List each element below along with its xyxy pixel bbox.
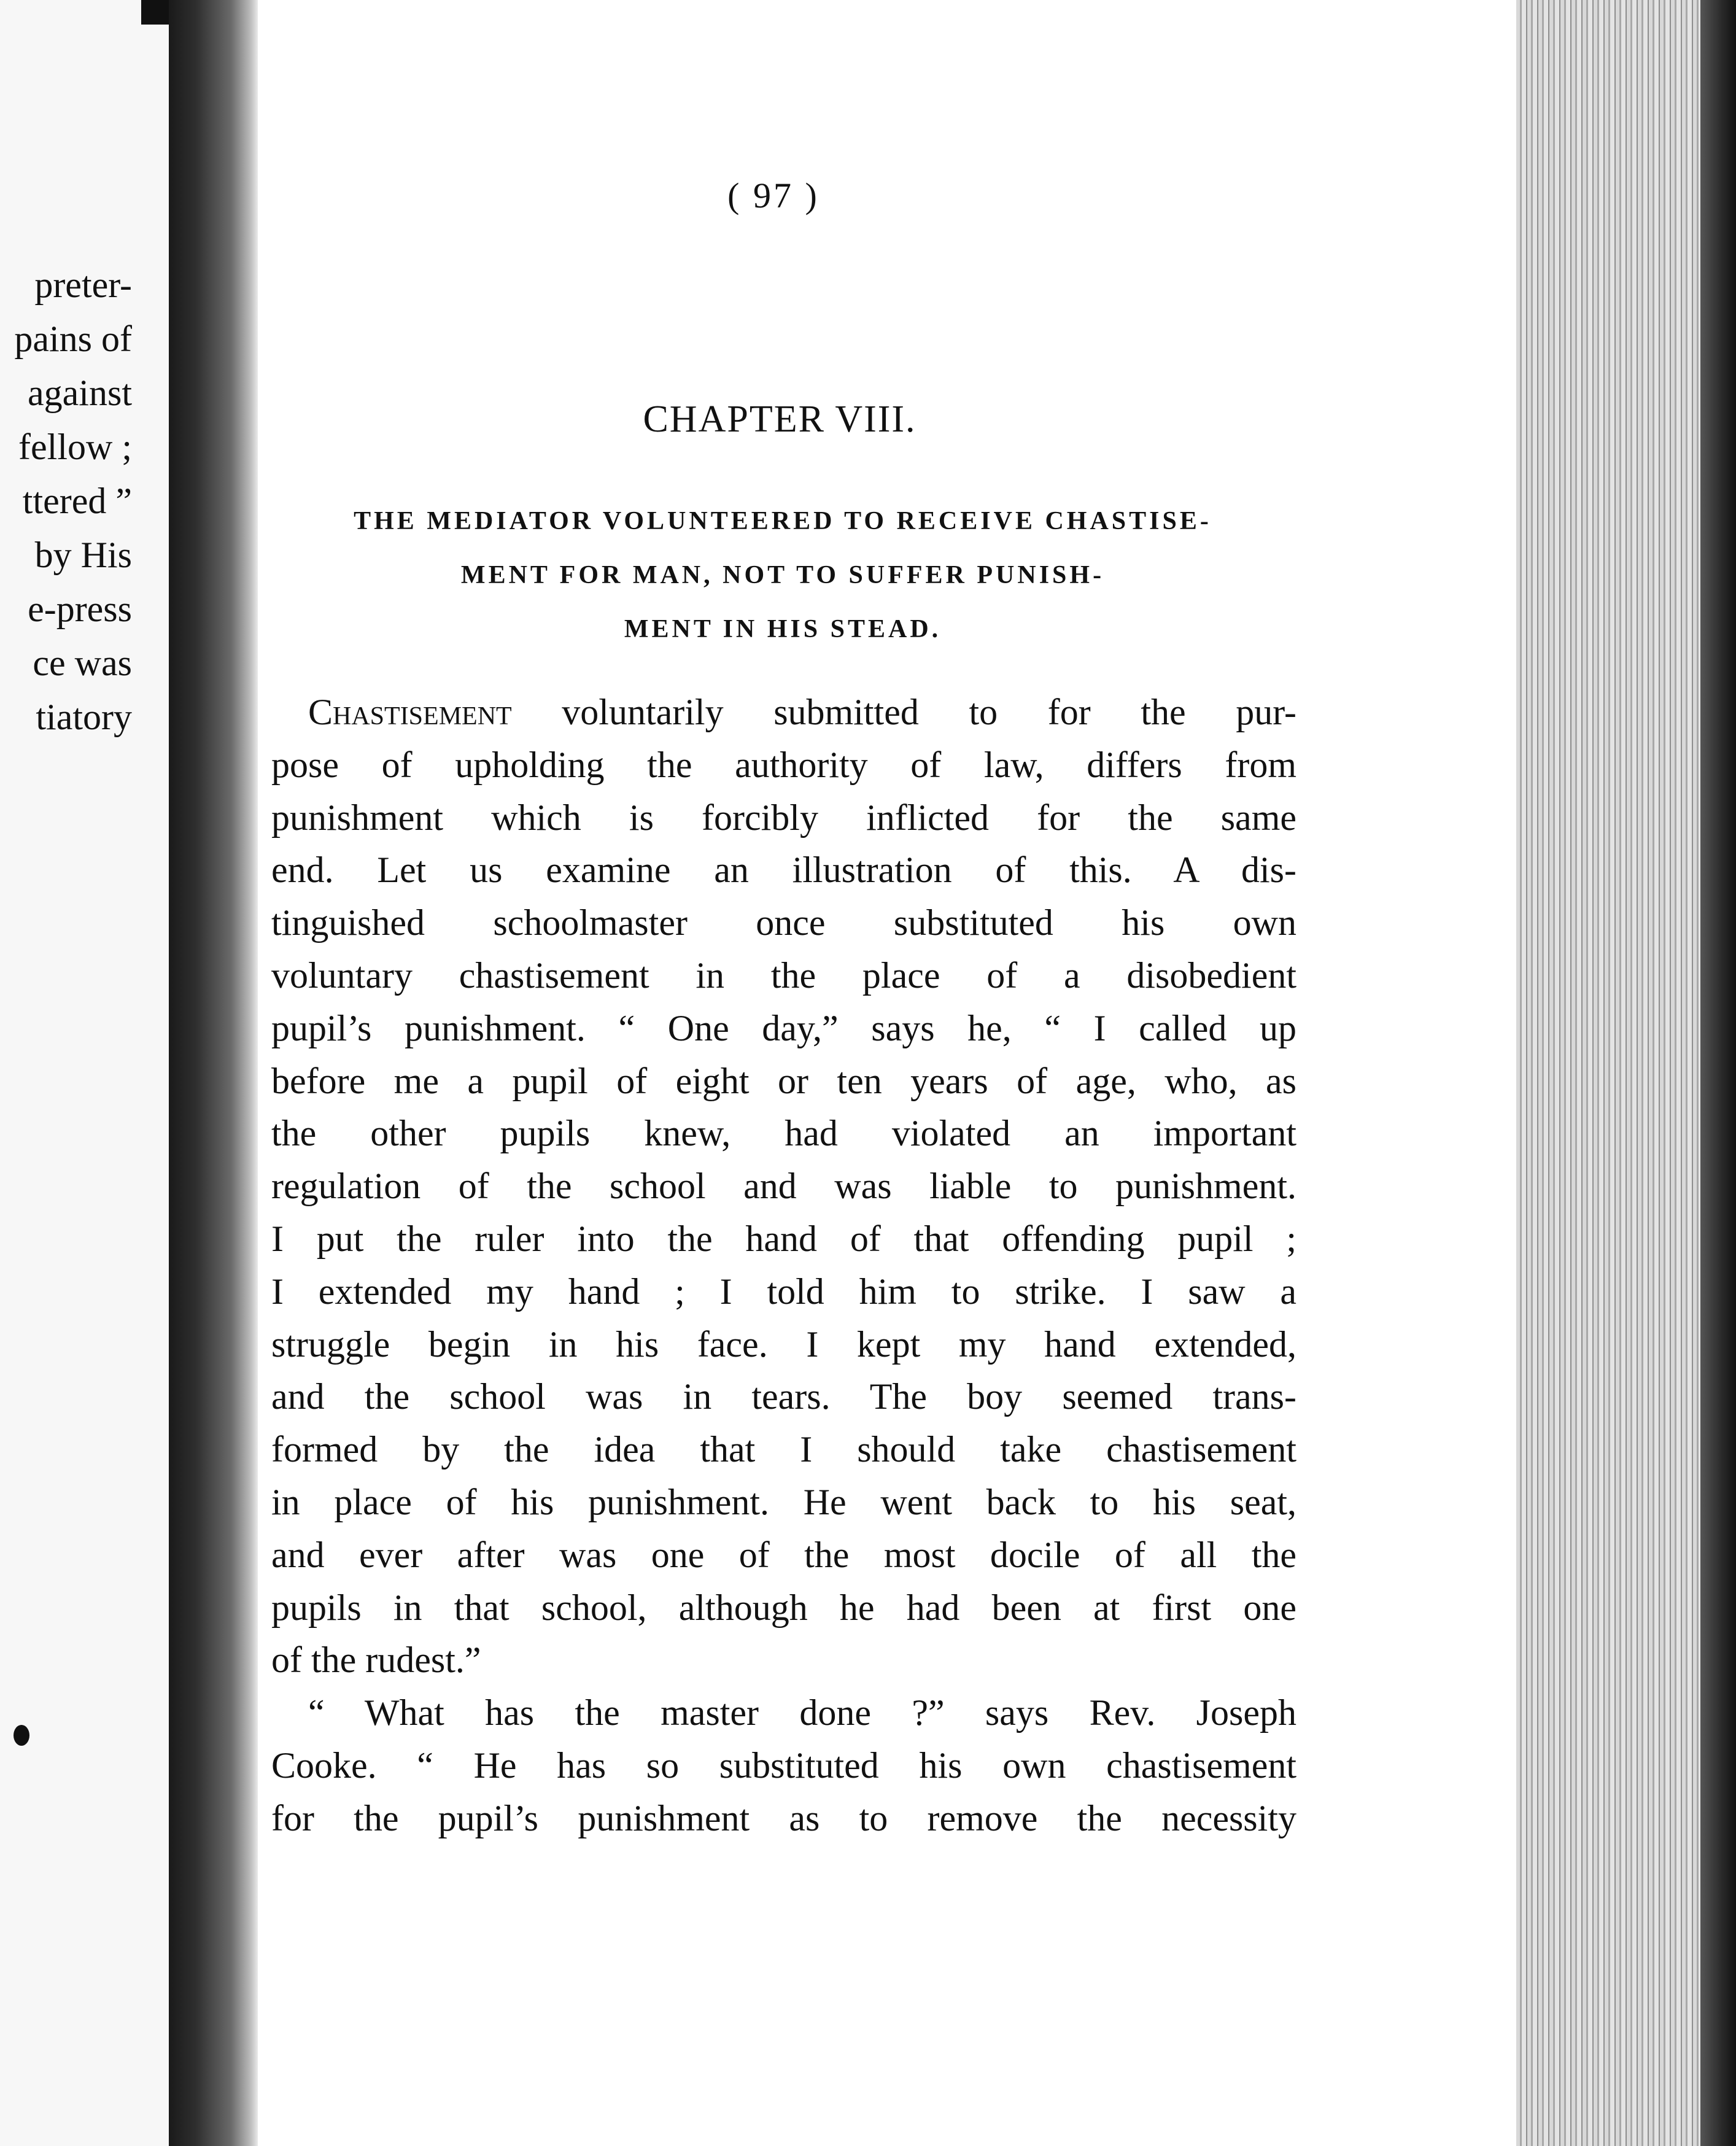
body-line <box>271 686 1296 739</box>
body-line: pupil’s punishment. “ One day,” says he, “ I called up <box>271 1007 1296 1048</box>
body-line: of the rudest.” <box>271 1640 481 1681</box>
left-facing-page <box>0 0 169 2146</box>
body-line-text: voluntarily submitted to for the pur- <box>511 692 1296 732</box>
left-fragment-line: against <box>28 373 132 413</box>
left-fragment-line: ttered ” <box>22 481 132 521</box>
page-number: ( 97 ) <box>727 176 820 215</box>
subtitle-line: THE MEDIATOR VOLUNTEERED TO RECEIVE CHASTISE- <box>354 507 1212 535</box>
left-fragment-line: ce was <box>33 643 132 683</box>
body-line: tinguished schoolmaster once substituted his own <box>271 902 1296 943</box>
chapter-subtitle <box>258 494 1308 656</box>
body-line: in place of his punishment. He went back to his seat, <box>271 1481 1296 1522</box>
body-line: pose of upholding the authority of law, differs from <box>271 744 1296 785</box>
body-line: and ever after was one of the most docile of all the <box>271 1534 1296 1575</box>
body-line: before me a pupil of eight or ten years of age, who, as <box>271 1060 1296 1101</box>
chapter-title: CHAPTER VIII. <box>643 398 916 440</box>
left-fragment-line: fellow ; <box>18 427 132 467</box>
body-line: struggle begin in his face. I kept my hand extended, <box>271 1323 1296 1365</box>
body-line: the other pupils knew, had violated an important <box>271 1113 1296 1154</box>
body-line: Cooke. “ He has so substituted his own chastisement <box>271 1745 1296 1786</box>
left-fragment-line: pains of <box>14 319 132 359</box>
body-line: voluntary chastisement in the place of a disobedient <box>271 955 1296 996</box>
left-fragment-line: tiatory <box>36 697 132 737</box>
left-fragment-line: preter- <box>34 265 132 305</box>
ink-spot <box>14 1725 29 1746</box>
body-line: “ What has the master done ?” says Rev. Joseph <box>308 1692 1296 1733</box>
subtitle-line: MENT IN HIS STEAD. <box>624 615 942 643</box>
body-line: and the school was in tears. The boy seemed trans- <box>271 1376 1296 1417</box>
body-line: punishment which is forcibly inflicted for the same <box>271 797 1296 838</box>
body-line: I extended my hand ; I told him to strike. I saw a <box>271 1271 1296 1312</box>
subtitle-line: MENT FOR MAN, NOT TO SUFFER PUNISH- <box>460 561 1105 589</box>
book-edge-shadow <box>1700 0 1736 2146</box>
body-line: formed by the idea that I should take chastisement <box>271 1429 1296 1470</box>
left-fragment-line: e-press <box>28 589 132 629</box>
opening-word: Chastisement <box>308 692 512 732</box>
book-gutter-shadow <box>169 0 258 2146</box>
body-line: for the pupil’s punishment as to remove the necessity <box>271 1797 1296 1838</box>
body-text <box>271 686 1296 1845</box>
left-page-text-fragment <box>14 258 132 744</box>
body-line: I put the ruler into the hand of that offending pupil ; <box>271 1218 1296 1259</box>
body-line: end. Let us examine an illustration of this. A dis- <box>271 850 1296 891</box>
left-fragment-line: by His <box>34 535 132 575</box>
body-line: regulation of the school and was liable to punishment. <box>271 1166 1296 1207</box>
body-line: pupils in that school, although he had been at first one <box>271 1587 1296 1628</box>
